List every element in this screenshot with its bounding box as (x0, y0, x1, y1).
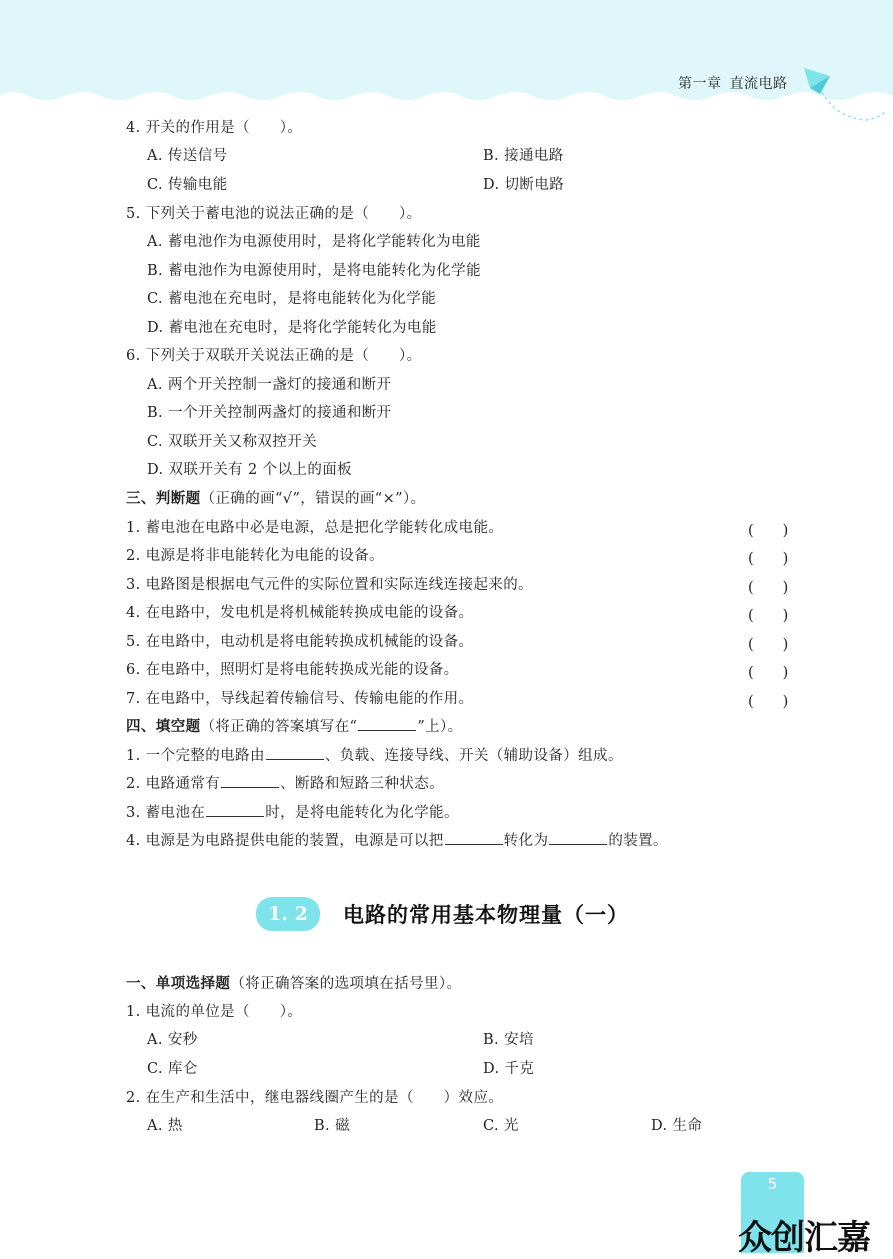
tf-item-6: 6. 在电路中，照明灯是将电能转换成光能的设备。 (126, 662, 459, 678)
tf-item-4: 4. 在电路中，发电机是将机械能转换成电能的设备。 (126, 605, 474, 621)
s1-q2-option-b: B. 磁 (314, 1118, 350, 1134)
q4-option-d: D. 切断电路 (483, 177, 565, 193)
section-title: 电路的常用基本物理量（一） (343, 903, 629, 927)
q6-option-a: A. 两个开关控制一盏灯的接通和断开 (147, 377, 392, 393)
q4-option-b: B. 接通电路 (483, 148, 564, 164)
page-header (0, 0, 893, 110)
fill-3-text-a: 3. 蓄电池在 (126, 805, 206, 821)
section-4-title: 四、填空题 (126, 719, 201, 735)
s1-question-2: 2. 在生产和生活中，继电器线圈产生的是（ ）效应。 (126, 1090, 504, 1106)
s1-q2-option-a: A. 热 (147, 1118, 183, 1134)
tf-answer-7[interactable]: ( ) (748, 694, 789, 710)
fill-item-4 (126, 832, 668, 850)
watermark: 众创汇嘉 (738, 1218, 870, 1258)
s1-title: 一、单项选择题 (126, 976, 231, 992)
section-4-instruction-end: ”上）。 (417, 719, 463, 735)
tf-item-1: 1. 蓄电池在电路中必是电源，总是把化学能转化成电能。 (126, 520, 504, 536)
q4-option-c: C. 传输电能 (147, 177, 228, 193)
fill-4-text-a: 4. 电源是为电路提供电能的装置，电源是可以把 (126, 833, 444, 849)
fill-2-text-b: 、断路和短路三种状态。 (280, 776, 445, 792)
s1-q2-option-c: C. 光 (483, 1118, 519, 1134)
s1-heading (126, 975, 461, 993)
q6-option-b: B. 一个开关控制两盏灯的接通和断开 (147, 405, 392, 421)
fill-item-1 (126, 747, 623, 765)
page-number: 5 (767, 1175, 778, 1193)
chapter-title: 直流电路 (729, 76, 788, 92)
section-4-heading (126, 718, 463, 736)
s1-question-1: 1. 电流的单位是（ ）。 (126, 1004, 303, 1020)
section-4-instruction-start: （将正确的答案填写在“ (200, 719, 358, 735)
tf-answer-2[interactable]: ( ) (748, 551, 789, 567)
fill-4-text-c: 的装置。 (608, 833, 668, 849)
fill-1-text-b: 、负载、连接导线、开关（辅助设备）组成。 (324, 748, 623, 764)
fill-1-text-a: 1. 一个完整的电路由 (126, 748, 265, 764)
s1-q2-option-d: D. 生命 (651, 1118, 703, 1134)
q5-option-c: C. 蓄电池在充电时，是将电能转化为化学能 (147, 291, 437, 307)
s1-instruction: （将正确答案的选项填在括号里）。 (230, 976, 462, 992)
section-3-heading (126, 490, 426, 508)
header-wave-band (0, 0, 893, 110)
fill-4-blank-2[interactable] (549, 832, 607, 845)
tf-answer-3[interactable]: ( ) (748, 580, 789, 596)
blank-sample (358, 718, 416, 731)
fill-item-2 (126, 775, 444, 793)
question-5: 5. 下列关于蓄电池的说法正确的是（ ）。 (126, 206, 422, 222)
fill-1-blank[interactable] (266, 747, 324, 760)
question-6: 6. 下列关于双联开关说法正确的是（ ）。 (126, 348, 422, 364)
fill-2-blank[interactable] (221, 775, 279, 788)
tf-answer-4[interactable]: ( ) (748, 608, 789, 624)
q5-option-d: D. 蓄电池在充电时，是将化学能转化为电能 (147, 320, 437, 336)
q6-option-d: D. 双联开关有 2 个以上的面板 (147, 462, 353, 478)
q4-option-a: A. 传送信号 (147, 148, 228, 164)
fill-3-text-b: 时，是将电能转化为化学能。 (265, 805, 459, 821)
s1-q1-option-d: D. 千克 (483, 1061, 535, 1077)
section-3-instruction: （正确的画“√”，错误的画“×”）。 (200, 491, 426, 507)
fill-2-text-a: 2. 电路通常有 (126, 776, 221, 792)
fill-4-text-b: 转化为 (503, 833, 549, 849)
paper-plane-icon (796, 58, 892, 130)
question-4: 4. 开关的作用是（ ）。 (126, 120, 303, 136)
fill-3-blank[interactable] (206, 804, 264, 817)
tf-answer-5[interactable]: ( ) (748, 637, 789, 653)
tf-answer-1[interactable]: ( ) (748, 523, 789, 539)
fill-item-3 (126, 804, 459, 822)
s1-q1-option-a: A. 安秒 (147, 1032, 198, 1048)
q5-option-a: A. 蓄电池作为电源使用时，是将化学能转化为电能 (147, 234, 481, 250)
tf-item-5: 5. 在电路中，电动机是将电能转换成机械能的设备。 (126, 634, 474, 650)
q6-option-c: C. 双联开关又称双控开关 (147, 434, 317, 450)
tf-item-2: 2. 电源是将非电能转化为电能的设备。 (126, 548, 385, 564)
tf-item-3: 3. 电路图是根据电气元件的实际位置和实际连线连接起来的。 (126, 577, 534, 593)
s1-q1-option-c: C. 库仑 (147, 1061, 198, 1077)
section-3-title: 三、判断题 (126, 491, 201, 507)
q5-option-b: B. 蓄电池作为电源使用时，是将电能转化为化学能 (147, 263, 481, 279)
section-number-badge: 1. 2 (256, 897, 320, 931)
fill-4-blank-1[interactable] (445, 832, 503, 845)
chapter-number: 第一章 (678, 76, 722, 92)
tf-item-7: 7. 在电路中，导线起着传输信号、传输电能的作用。 (126, 691, 474, 707)
tf-answer-6[interactable]: ( ) (748, 665, 789, 681)
chapter-label (678, 73, 796, 93)
s1-q1-option-b: B. 安培 (483, 1032, 534, 1048)
